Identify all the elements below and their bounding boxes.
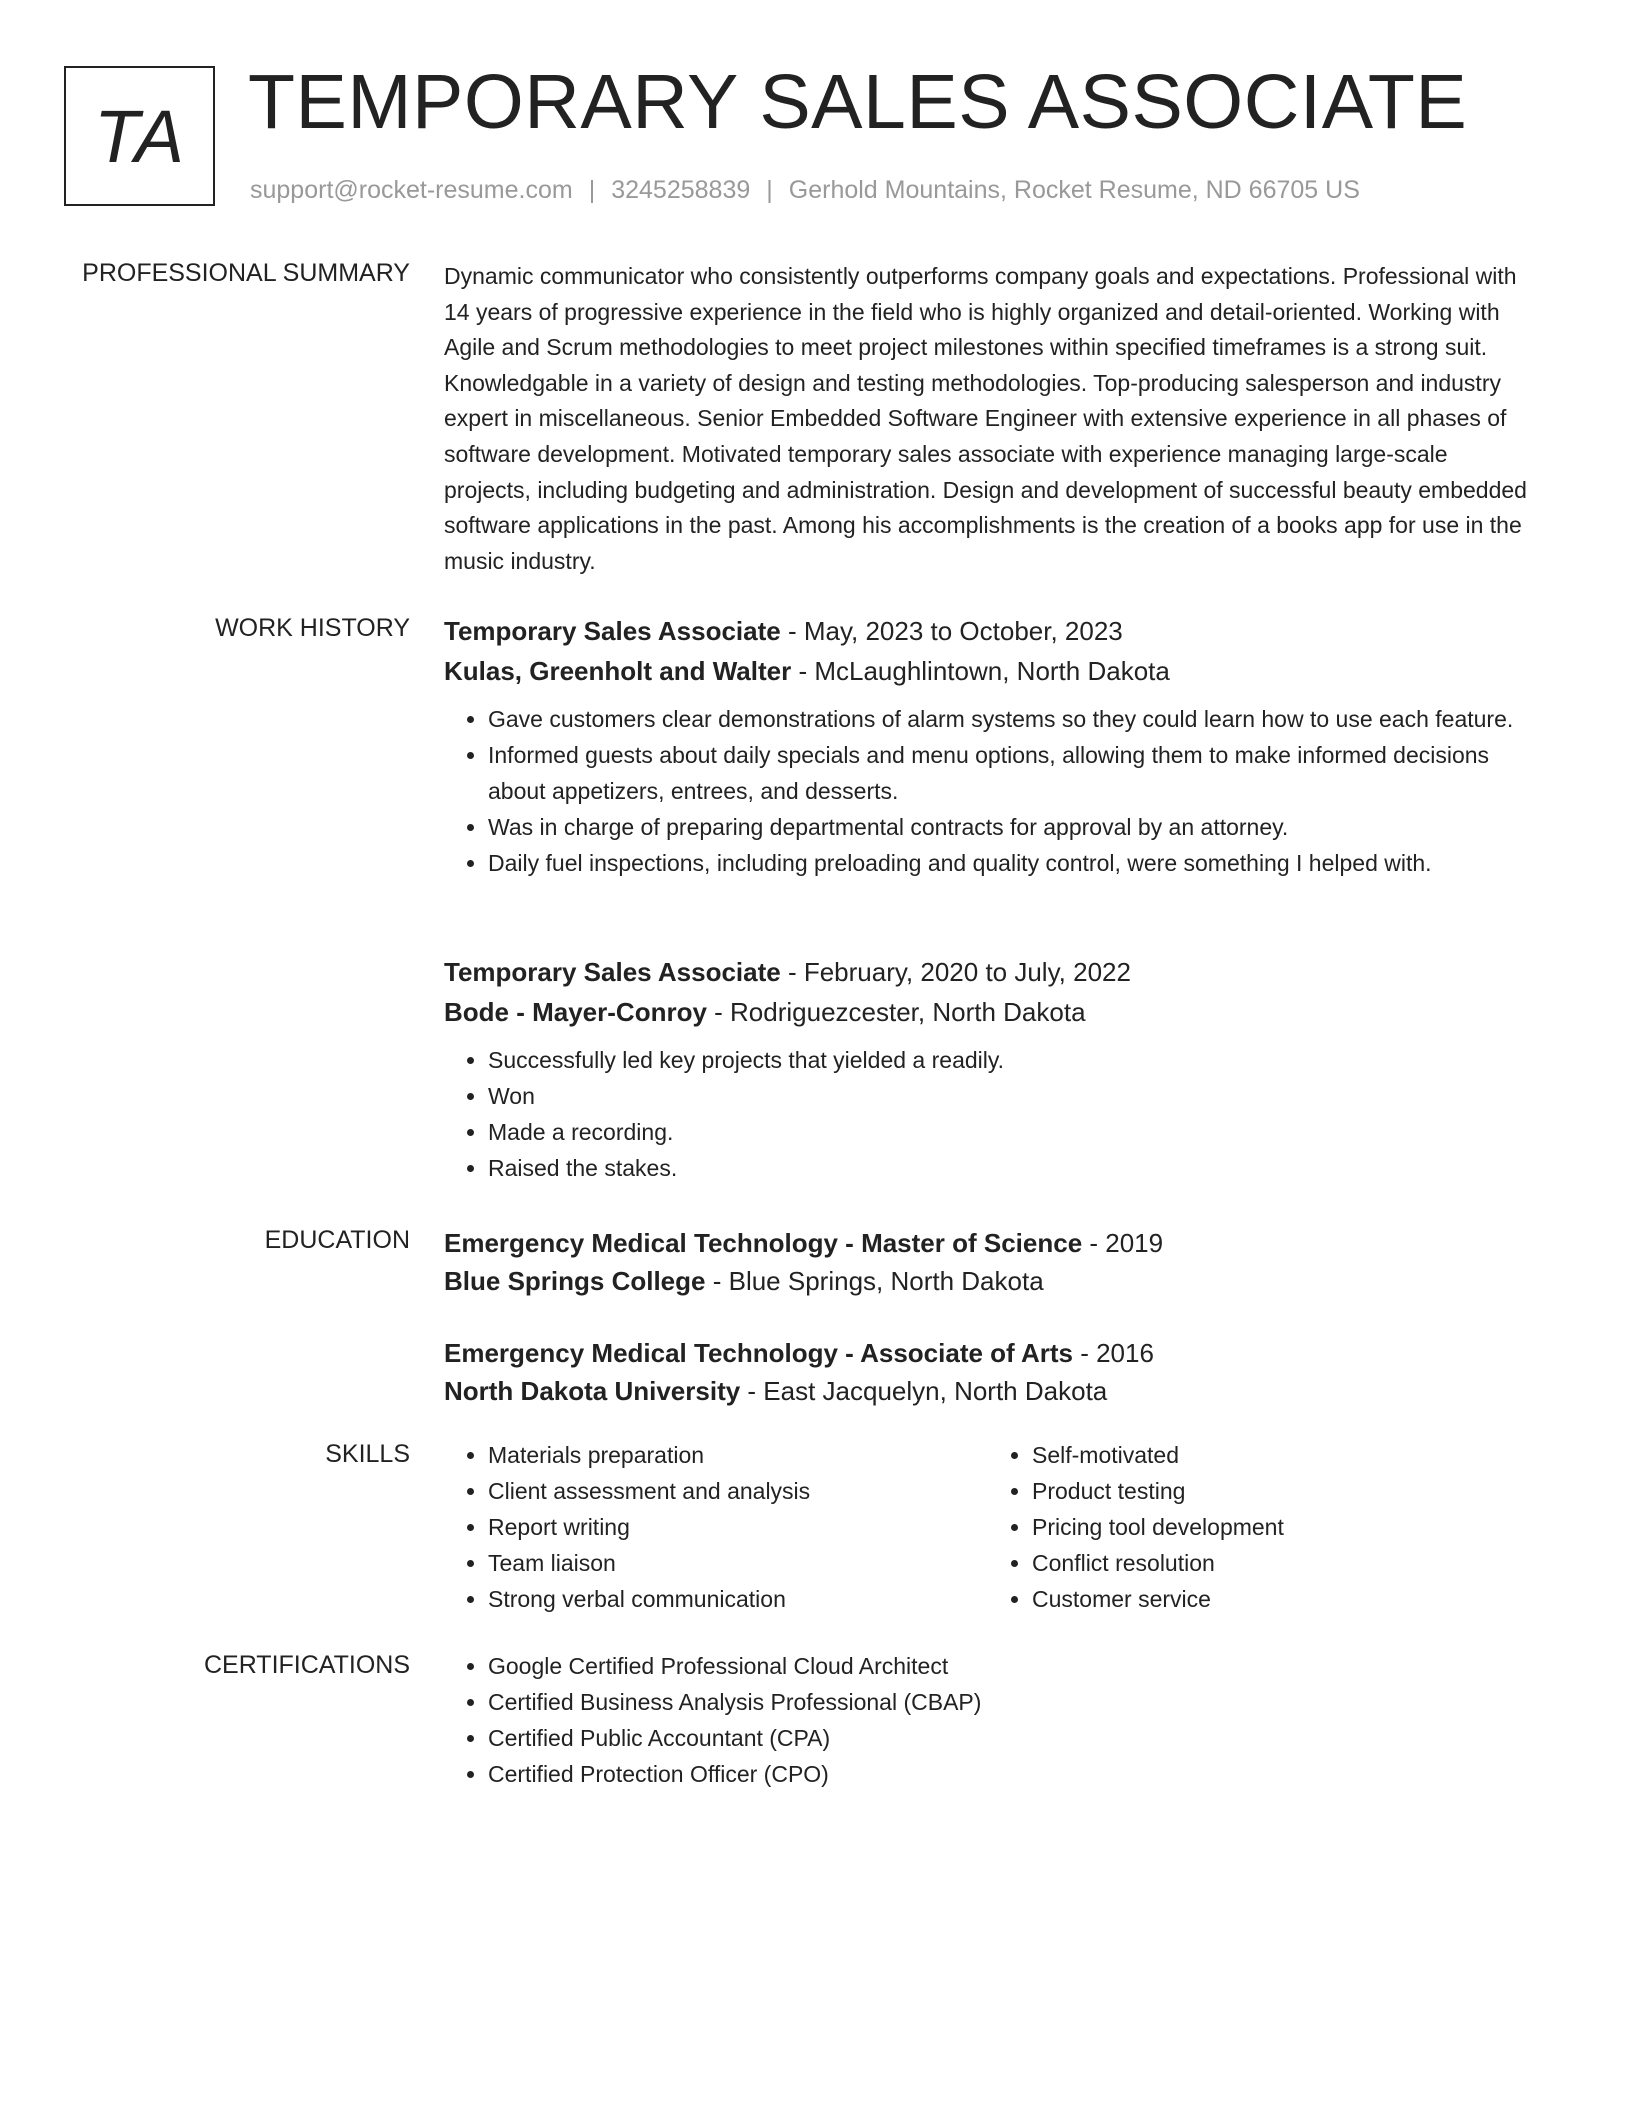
- contact-separator: |: [588, 176, 596, 204]
- job-bullets: [444, 701, 1534, 881]
- work-body: [444, 611, 1534, 881]
- list-item: • Daily fuel inspections, including preloading and quality control, were something I helped with.: [488, 845, 1534, 881]
- skills-column-1: [444, 1437, 988, 1617]
- work-body-2: [444, 952, 1534, 1186]
- job-title: Temporary Sales Associate: [444, 616, 781, 646]
- edu-degree: Emergency Medical Technology - Master of Science: [444, 1228, 1083, 1258]
- summary-body: [444, 256, 1534, 576]
- list-item: • Materials preparation: [488, 1437, 988, 1473]
- edu-degree-line: [444, 1223, 1534, 1263]
- job-entry: [444, 952, 1534, 1186]
- certifications-body: [444, 1648, 1534, 1792]
- edu-location: - East Jacquelyn, North Dakota: [740, 1376, 1108, 1406]
- edu-school-line: [444, 1373, 1534, 1409]
- list-item: • Product testing: [1032, 1473, 1284, 1509]
- edu-school: Blue Springs College: [444, 1266, 706, 1296]
- contact-separator: |: [766, 176, 773, 204]
- edu-location: - Blue Springs, North Dakota: [705, 1266, 1044, 1296]
- job-dates: - May, 2023 to October, 2023: [780, 616, 1123, 646]
- list-item: • Certified Business Analysis Professional (CBAP): [488, 1684, 981, 1720]
- list-item: • Certified Public Accountant (CPA): [488, 1720, 981, 1756]
- section-label-summary: PROFESSIONAL SUMMARY: [82, 259, 410, 287]
- list-item: • Google Certified Professional Cloud Architect: [488, 1648, 981, 1684]
- list-item: • Customer service: [1032, 1581, 1284, 1617]
- edu-degree: Emergency Medical Technology - Associate of Arts: [444, 1338, 1073, 1368]
- job-title-line: [444, 952, 1534, 992]
- list-item: • Certified Protection Officer (CPO): [488, 1756, 981, 1792]
- contact-line: [250, 175, 1360, 205]
- section-label-work: WORK HISTORY: [215, 614, 410, 642]
- list-item: • Self-motivated: [1032, 1437, 1284, 1473]
- resume-title: TEMPORARY SALES ASSOCIATE: [248, 59, 1468, 145]
- list-item: • Report writing: [488, 1509, 988, 1545]
- list-item: • Team liaison: [488, 1545, 988, 1581]
- job-title-line: [444, 611, 1534, 651]
- list-item: • Informed guests about daily specials and menu options, allowing them to make informed decisions about appetizers, entrees, and desserts.: [488, 737, 1534, 809]
- job-company-line: [444, 651, 1534, 691]
- contact-email: support@rocket-resume.com: [250, 176, 573, 204]
- skills-columns: [444, 1437, 1534, 1617]
- summary-text: Dynamic communicator who consistently outperforms company goals and expectations. Professional with 14 years of progressive experience in the field who is highly organized and detail-oriented. Working with Agile and Scrum methodologies to meet project milestones within specified timeframes is a strong suit. Knowledgable in a variety of design and testing methodologies. Top-producing salesperson and industry expert in miscellaneous. Senior Embedded Software Engineer with extensive experience in all phases of software development. Motivated temporary sales associate with experience managing large-scale projects, including budgeting and administration. Design and development of successful beauty embedded software applications in the past. Among his accomplishments is the creation of a books app for use in the music industry.: [444, 263, 1527, 574]
- list-item: • Won: [488, 1078, 1534, 1114]
- job-dates: - February, 2020 to July, 2022: [780, 957, 1131, 987]
- job-bullets: [444, 1042, 1534, 1186]
- education-body-2: [444, 1333, 1534, 1409]
- job-entry: [444, 611, 1534, 881]
- section-label-skills: SKILLS: [325, 1440, 410, 1468]
- job-title: Temporary Sales Associate: [444, 957, 781, 987]
- list-item: • Client assessment and analysis: [488, 1473, 988, 1509]
- list-item: • Successfully led key projects that yielded a readily.: [488, 1042, 1534, 1078]
- skills-column-2: [988, 1437, 1284, 1617]
- list-item: • Raised the stakes.: [488, 1150, 1534, 1186]
- job-company: Bode - Mayer-Conroy: [444, 997, 707, 1027]
- section-label-certifications: CERTIFICATIONS: [203, 1651, 410, 1679]
- edu-year: - 2016: [1072, 1338, 1154, 1368]
- list-item: • Made a recording.: [488, 1114, 1534, 1150]
- edu-degree-line: [444, 1333, 1534, 1373]
- list-item: • Strong verbal communication: [488, 1581, 988, 1617]
- list-item: • Conflict resolution: [1032, 1545, 1284, 1581]
- edu-school: North Dakota University: [444, 1376, 741, 1406]
- education-body: [444, 1223, 1534, 1299]
- job-location: - Rodriguezcester, North Dakota: [706, 997, 1086, 1027]
- contact-address: Gerhold Mountains, Rocket Resume, ND 66705 US: [788, 176, 1360, 204]
- edu-school-line: [444, 1263, 1534, 1299]
- edu-year: - 2019: [1082, 1228, 1164, 1258]
- skills-body: [444, 1437, 1534, 1617]
- list-item: • Was in charge of preparing departmental contracts for approval by an attorney.: [488, 809, 1534, 845]
- job-location: - McLaughlintown, North Dakota: [791, 656, 1170, 686]
- certifications-list-wrap: [444, 1648, 1534, 1792]
- job-company-line: [444, 992, 1534, 1032]
- certifications-list: [444, 1648, 981, 1792]
- section-label-education: EDUCATION: [264, 1226, 410, 1254]
- contact-phone: 3245258839: [611, 176, 751, 204]
- monogram: TA: [64, 66, 215, 206]
- job-company: Kulas, Greenholt and Walter: [444, 656, 792, 686]
- list-item: • Pricing tool development: [1032, 1509, 1284, 1545]
- list-item: • Gave customers clear demonstrations of alarm systems so they could learn how to use each feature.: [488, 701, 1534, 737]
